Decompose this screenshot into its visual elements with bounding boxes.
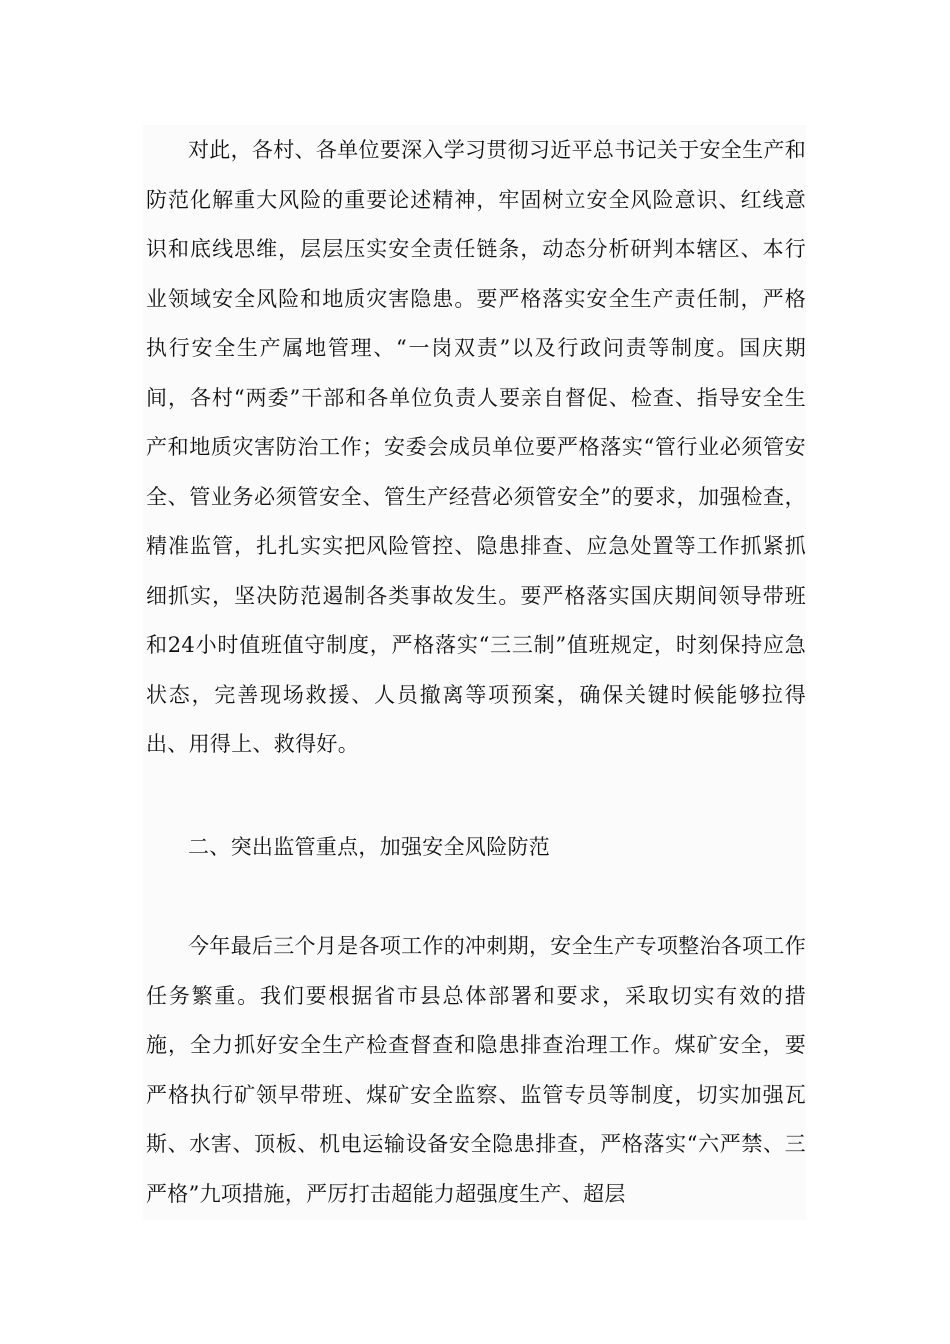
body-paragraph: 今年最后三个月是各项工作的冲刺期，安全生产专项整治各项工作任务繁重。我们要根据省市县总体部署和要求，采取切实有效的措施，全力抓好安全生产检查督查和隐患排查治理工作。煤矿安全，要严格执行矿领早带班、煤矿安全监察、监管专员等制度，切实加强瓦斯、水害、顶板、机电运输设备安全隐患排查，严格落实“六严禁、三严格”九项措施，严厉打击超能力超强度生产、超层 [146, 934, 806, 1206]
body-paragraph: 对此，各村、各单位要深入学习贯彻习近平总书记关于安全生产和防范化解重大风险的重要论述精神，牢固树立安全风险意识、红线意识和底线思维，层层压实安全责任链条，动态分析研判本辖区、本行业领域安全风险和地质灾害隐患。要严格落实安全生产责任制，严格执行安全生产属地管理、“一岗双责”以及行政问责等制度。国庆期间，各村“两委”干部和各单位负责人要亲自督促、检查、指导安全生产和地质灾害防治工作；安委会成员单位要严格落实“管行业必须管安全、管业务必须管安全、管生产经营必须管安全”的要求，加强检查，精准监管，扎扎实实把风险管控、隐患排查、应急处置等工作抓紧抓细抓实，坚决防范遏制各类事故发生。要严格落实国庆期间领导带班和24小时值班值守制度，严格落实“三三制”值班规定，时刻保持应急状态，完善现场救援、人员撤离等项预案，确保关键时候能够拉得出、用得上、救得好。 [146, 138, 806, 756]
section-heading: 二、突出监管重点，加强安全风险防范 [188, 835, 551, 859]
